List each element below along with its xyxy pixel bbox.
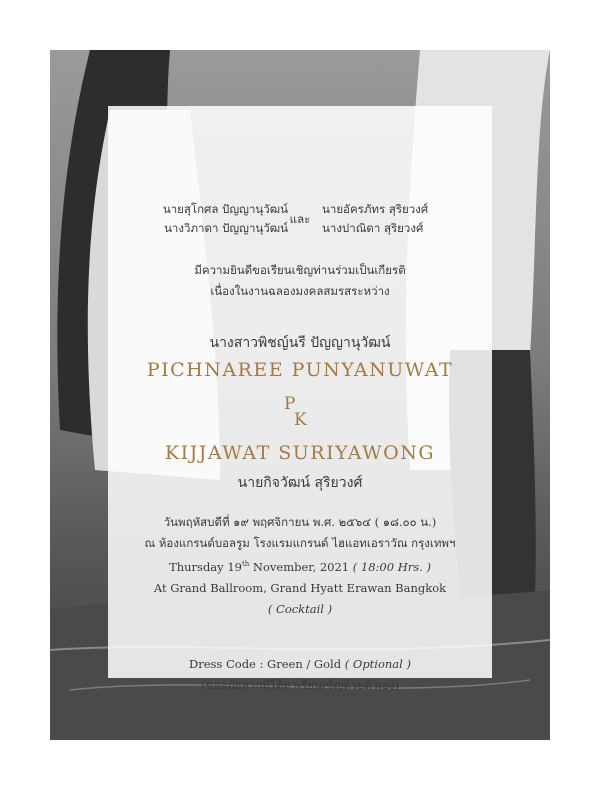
apology-note: (ขออภัยหากมิได้มาเรียนเชิญด้วยตัวเอง)	[200, 678, 400, 692]
invite-line-1: มีความยินดีขอเรียนเชิญท่านร่วมเป็นเกียรติ	[194, 263, 406, 277]
bride-father: นายสุโกศล ปัญญานุวัฒน์	[162, 202, 288, 216]
bride-thai-name: นางสาวพิชญ์นรี ปัญญานุวัฒน์	[209, 335, 391, 351]
thai-venue: ณ ห้องแกรนด์บอลรูม โรงแรมแกรนด์ ไฮแอทเอราวัณ กรุงเทพฯ	[144, 536, 456, 550]
day-prefix: Thursday 19	[169, 559, 242, 574]
dress-optional: ( Optional )	[344, 657, 411, 671]
groom-thai-name: นายกิจวัฒน์ สุริยวงศ์	[237, 475, 363, 491]
invite-line-2: เนื่องในงานฉลองมงคลสมรสระหว่าง	[210, 284, 390, 298]
and-text: และ	[289, 212, 311, 226]
dress-code-block	[108, 654, 492, 696]
day-suffix: th	[241, 560, 250, 568]
groom-parents	[322, 200, 472, 238]
invitation-card	[50, 50, 550, 740]
event-details	[108, 512, 492, 620]
monogram-k: K	[294, 410, 307, 430]
invitation-text-panel	[108, 106, 492, 692]
english-venue: At Grand Ballroom, Grand Hyatt Erawan Bangkok	[153, 580, 447, 595]
day-rest: November, 2021	[249, 559, 350, 574]
event-time: ( 18:00 Hrs. )	[352, 559, 431, 574]
monogram-p: P	[284, 394, 296, 414]
dress-code	[108, 654, 492, 675]
bride-mother: นางวิภาดา ปัญญานุวัฒน์	[164, 221, 288, 235]
monogram	[108, 394, 492, 434]
groom-mother: นางปาณิดา สุริยวงศ์	[322, 221, 424, 235]
invitation-message	[108, 260, 492, 302]
thai-date: วันพฤหัสบดีที่ ๑๙ พฤศจิกายน พ.ศ. ๒๕๖๔ ( ๑๘.๐๐ น.)	[163, 515, 437, 529]
groom-english-name: KIJJAWAT SURIYAWONG	[164, 442, 436, 464]
bride-english-name: PICHNAREE PUNYANUWAT	[146, 359, 454, 381]
english-date	[108, 554, 492, 578]
dress-code-text: Dress Code : Green / Gold	[188, 657, 342, 671]
event-style: ( Cocktail )	[267, 601, 333, 616]
groom-father: นายอัครภัทร สุริยวงศ์	[322, 202, 429, 216]
